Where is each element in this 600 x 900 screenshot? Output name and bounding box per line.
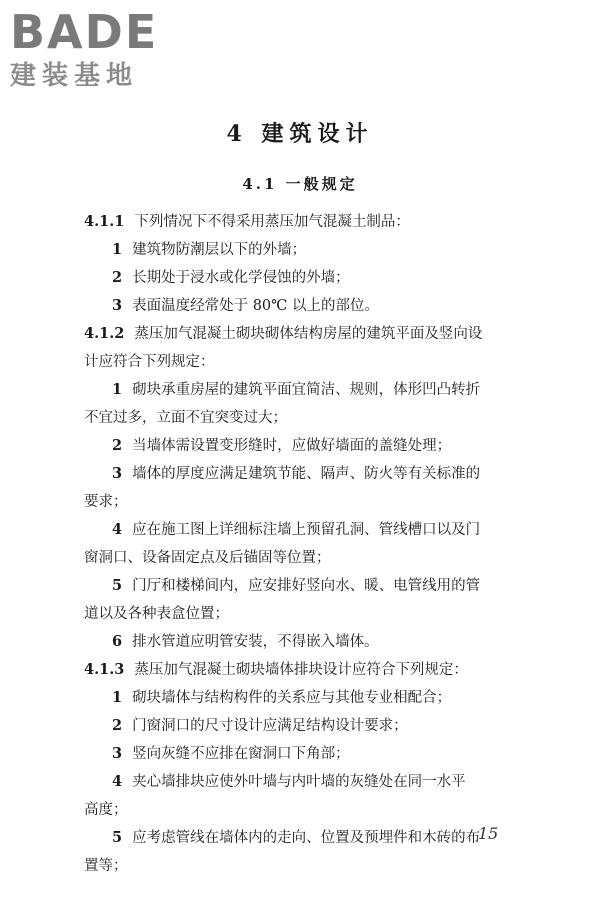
line-text: 门窗洞口的尺寸设计应满足结构设计要求； [132,718,408,734]
item-line [84,824,524,852]
line-text: 竖向灰缝不应排在窗洞口下角部； [132,746,350,762]
chapter-title: 4 建筑设计 [226,121,374,147]
clause-line [84,320,524,348]
item-number: 3 [112,745,123,762]
item-number: 4 [112,773,123,790]
line-text: 表面温度经常处于 80℃ 以上的部位。 [132,298,379,314]
item-line [84,516,524,544]
item-number: 1 [112,381,123,398]
item-number: 1 [112,241,123,258]
continuation-line [84,852,524,880]
line-text: 道以及各种表盒位置； [84,606,229,622]
item-number: 3 [112,465,123,482]
item-number: 5 [112,829,123,846]
line-text: 门厅和楼梯间内，应安排好竖向水、暖、电管线用的管 [132,578,481,594]
line-text: 墙体的厚度应满足建筑节能、隔声、防火等有关标准的 [132,466,481,482]
line-text: 应考虑管线在墙体内的走向、位置及预埋件和木砖的布 [132,830,481,846]
clause-line [84,656,524,684]
clause-number: 4.1.1 [84,213,125,230]
item-line [84,292,524,320]
item-number: 5 [112,577,123,594]
item-number: 2 [112,269,123,286]
line-text: 砌块承重房屋的建筑平面宜简洁、规则，体形凹凸转折 [132,382,481,398]
item-line [84,572,524,600]
continuation-line [84,600,524,628]
item-line [84,740,524,768]
line-text: 当墙体需设置变形缝时，应做好墙面的盖缝处理； [132,438,452,454]
line-text: 下列情况下不得采用蒸压加气混凝土制品： [134,214,410,230]
item-number: 4 [112,521,123,538]
continuation-line [84,348,524,376]
continuation-line [84,404,524,432]
item-line [84,432,524,460]
watermark-chinese: 建装基地 [10,61,139,91]
line-text: 应在施工图上详细标注墙上预留孔洞、管线槽口以及门 [132,522,481,538]
watermark-brand: BADE [10,5,159,59]
item-line [84,628,524,656]
line-text: 建筑物防潮层以下的外墙； [132,242,307,258]
clause-number: 4.1.3 [84,661,125,678]
page-number: 15 [478,824,499,843]
item-number: 1 [112,689,123,706]
continuation-line [84,544,524,572]
line-text: 蒸压加气混凝土砌块墙体排块设计应符合下列规定： [134,662,468,678]
item-number: 2 [112,717,123,734]
item-number: 3 [112,297,123,314]
line-text: 置等； [84,858,128,874]
document-body [84,208,524,880]
item-line [84,264,524,292]
line-text: 不宜过多，立面不宜突变过大； [84,410,287,426]
line-text: 高度； [84,802,128,818]
line-text: 夹心墙排块应使外叶墙与内叶墙的灰缝处在同一水平 [132,774,466,790]
clause-number: 4.1.2 [84,325,125,342]
line-text: 计应符合下列规定： [84,354,215,370]
line-text: 排水管道应明管安装，不得嵌入墙体。 [132,634,379,650]
watermark-logo [8,6,178,96]
item-number: 6 [112,633,123,650]
item-line [84,712,524,740]
item-line [84,376,524,404]
clause-line [84,208,524,236]
continuation-line [84,488,524,516]
line-text: 要求； [84,494,128,510]
item-line [84,768,524,796]
section-title: 4.1 一般规定 [242,175,358,193]
line-text: 蒸压加气混凝土砌块砌体结构房屋的建筑平面及竖向设 [134,326,483,342]
item-number: 2 [112,437,123,454]
item-line [84,460,524,488]
line-text: 窗洞口、设备固定点及后锚固等位置； [84,550,331,566]
line-text: 砌块墙体与结构构件的关系应与其他专业相配合； [132,690,452,706]
item-line [84,236,524,264]
line-text: 长期处于浸水或化学侵蚀的外墙； [132,270,350,286]
item-line [84,684,524,712]
continuation-line [84,796,524,824]
